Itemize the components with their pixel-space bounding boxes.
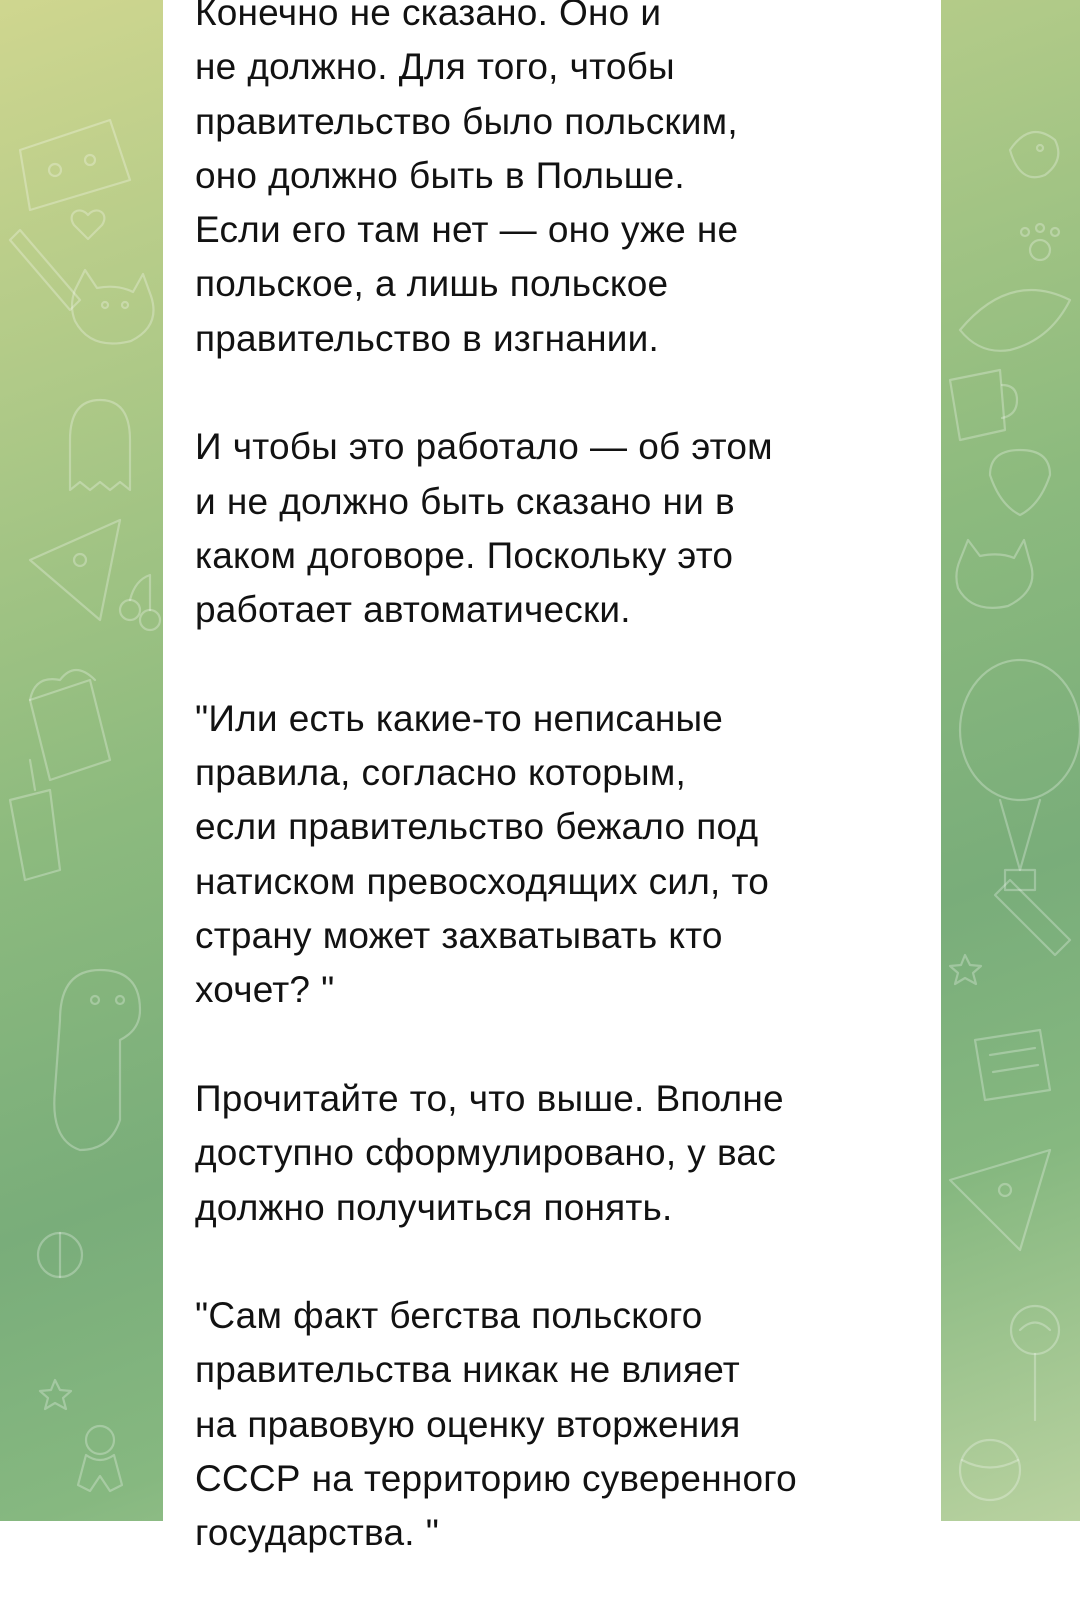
message-line: "Сам факт бегства польского xyxy=(195,1295,703,1337)
message-paragraph xyxy=(195,1289,925,1560)
heart-icon xyxy=(72,210,105,239)
cheese-icon xyxy=(20,120,130,210)
message-line: хочет? " xyxy=(195,969,335,1011)
message-bubble[interactable] xyxy=(163,0,941,1554)
ghost-icon xyxy=(70,400,130,490)
ladybug-icon xyxy=(38,1233,82,1277)
flashlight-icon xyxy=(995,880,1070,955)
message-paragraph xyxy=(195,692,925,1018)
message-line: если правительство бежало под xyxy=(195,806,759,848)
message-line: правительства никак не влияет xyxy=(195,1349,740,1391)
message-paragraph xyxy=(195,420,925,637)
star-icon xyxy=(950,955,981,984)
cherry-icon xyxy=(120,575,160,630)
message-paragraph xyxy=(195,1072,925,1235)
lollipop-icon xyxy=(1011,1306,1059,1420)
drink-icon xyxy=(10,760,60,880)
cup-icon xyxy=(950,370,1017,440)
gingerbread-icon xyxy=(78,1426,122,1491)
message-line: СССР на территорию суверенного xyxy=(195,1458,797,1500)
message-line: каком договоре. Поскольку это xyxy=(195,534,734,576)
message-line: Конечно не сказано. Оно и xyxy=(195,0,662,33)
message-line: Прочитайте то, что выше. Вполне xyxy=(195,1077,784,1119)
message-line: должно получиться понять. xyxy=(195,1186,673,1228)
message-line: работает автоматически. xyxy=(195,589,631,631)
message-paragraph xyxy=(195,0,925,366)
message-text xyxy=(195,0,925,1615)
message-line: правительство в изгнании. xyxy=(195,317,659,359)
message-line: "Или есть какие-то неписаные xyxy=(195,697,724,739)
strawberry-icon xyxy=(990,450,1050,515)
balloon-icon xyxy=(960,660,1080,890)
shark-icon xyxy=(960,290,1070,351)
message-line: не должно. Для того, чтобы xyxy=(195,46,675,88)
message-line: страну может захватывать кто xyxy=(195,915,723,957)
message-line: правительство было польским, xyxy=(195,100,738,142)
dinosaur-icon xyxy=(54,970,140,1150)
cat-icon xyxy=(956,540,1032,608)
message-line: доступно сформулировано, у вас xyxy=(195,1132,776,1174)
message-line: государства. " xyxy=(195,1512,440,1554)
note-icon xyxy=(975,1030,1050,1100)
ball-icon xyxy=(960,1440,1020,1500)
message-line: правила, согласно которым, xyxy=(195,752,686,794)
message-line: натиском превосходящих сил, то xyxy=(195,860,770,902)
star-icon xyxy=(40,1380,71,1409)
message-line: Если его там нет — оно уже не xyxy=(195,209,739,251)
pizza-icon xyxy=(950,1150,1050,1250)
paw-icon xyxy=(1021,224,1059,260)
pencil-icon xyxy=(10,230,80,310)
bird-icon xyxy=(1010,132,1058,177)
cat-icon xyxy=(72,270,154,344)
message-line: И чтобы это работало — об этом xyxy=(195,426,773,468)
popcorn-icon xyxy=(30,670,110,780)
message-line: польское, а лишь польское xyxy=(195,263,669,305)
pizza-icon xyxy=(30,520,120,620)
message-line: оно должно быть в Польше. xyxy=(195,154,685,196)
message-line: и не должно быть сказано ни в xyxy=(195,480,735,522)
message-line: на правовую оценку вторжения xyxy=(195,1403,741,1445)
